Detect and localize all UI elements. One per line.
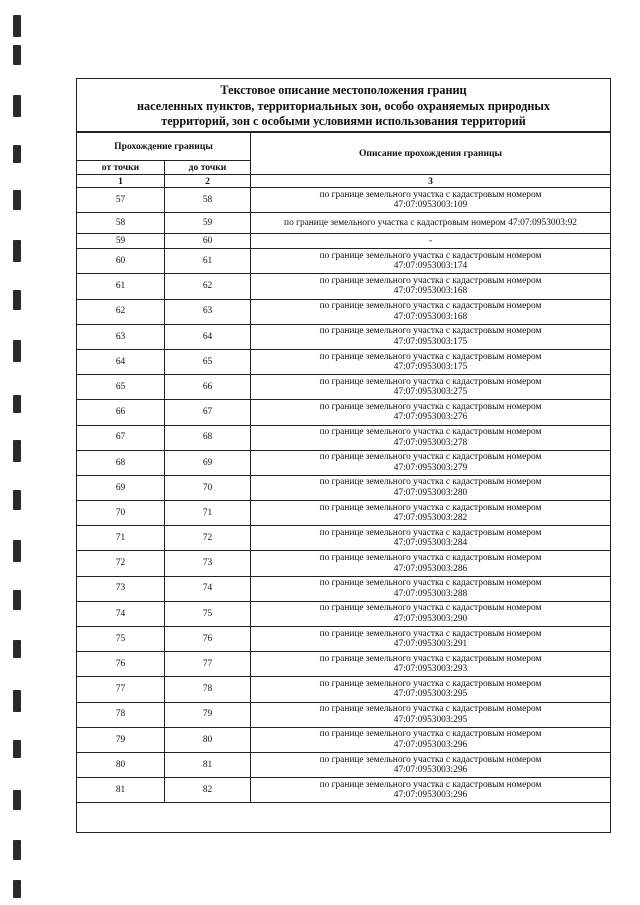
col-number-3: 3 [251,175,611,188]
to-point-cell: 75 [165,601,251,626]
description-line-1: по границе земельного участка с кадастровым номером [319,628,542,639]
document-frame [76,78,611,833]
description-cell [251,752,611,777]
description-line-1: по границе земельного участка с кадастровым номером [319,189,542,200]
to-point-cell: 60 [165,234,251,249]
description-line-1: по границе земельного участка с кадастровым номером [319,401,542,412]
description-cell [251,425,611,450]
table-row [77,274,611,299]
col-number-1: 1 [77,175,165,188]
description-cell [251,249,611,274]
from-point-cell: 72 [77,551,165,576]
from-point-cell: 58 [77,213,165,234]
header-boundary-passage: Прохождение границы [77,133,251,161]
description-cell [251,349,611,374]
description-line-1: по границе земельного участка с кадастровым номером [319,578,542,589]
table-row [77,501,611,526]
description-cell [251,702,611,727]
description-line-1: по границе земельного участка с кадастровым номером [319,553,542,564]
cadastral-number: 47:07:0953003:175 [393,362,468,373]
cadastral-number: 47:07:0953003:278 [393,437,468,448]
binder-hole [13,490,21,510]
table-row [77,627,611,652]
to-point-cell: 81 [165,752,251,777]
cadastral-number: 47:07:0953003:296 [393,739,468,750]
cadastral-number: 47:07:0953003:279 [393,462,468,473]
to-point-cell: 73 [165,551,251,576]
table-body [77,188,611,803]
cadastral-number: 47:07:0953003:295 [393,689,468,700]
description-cell [251,627,611,652]
binder-hole [13,740,21,758]
table-row [77,324,611,349]
description-line-1: по границе земельного участка с кадастровым номером [319,452,542,463]
from-point-cell: 59 [77,234,165,249]
from-point-cell: 68 [77,450,165,475]
from-point-cell: 65 [77,375,165,400]
to-point-cell: 62 [165,274,251,299]
table-row [77,576,611,601]
binder-hole [13,880,21,898]
cadastral-number: 47:07:0953003:282 [393,513,468,524]
to-point-cell: 72 [165,526,251,551]
description-cell [251,299,611,324]
from-point-cell: 75 [77,627,165,652]
from-point-cell: 62 [77,299,165,324]
description-cell [251,526,611,551]
title-line-2: населенных пунктов, территориальных зон, особо охраняемых природных [137,98,550,113]
from-point-cell: 73 [77,576,165,601]
description-line-1: по границе земельного участка с кадастровым номером [319,678,542,689]
description-cell [251,450,611,475]
to-point-cell: 74 [165,576,251,601]
description-cell [251,601,611,626]
from-point-cell: 78 [77,702,165,727]
description-line-1: по границе земельного участка с кадастровым номером [319,527,542,538]
description-cell [251,213,611,234]
description-line-1: по границе земельного участка с кадастровым номером [319,301,542,312]
description-line-1: по границе земельного участка с кадастровым номером [319,250,542,261]
from-point-cell: 77 [77,677,165,702]
description-line-1: по границе земельного участка с кадастровым номером [319,326,542,337]
from-point-cell: 79 [77,727,165,752]
binder-hole [13,540,21,562]
binder-hole [13,395,21,413]
cadastral-number: 47:07:0953003:296 [393,790,468,801]
table-row [77,601,611,626]
from-point-cell: 66 [77,400,165,425]
binder-hole [13,45,21,65]
table-row [77,727,611,752]
cadastral-number: 47:07:0953003:284 [393,538,468,549]
to-point-cell: 65 [165,349,251,374]
to-point-cell: 64 [165,324,251,349]
col-number-2: 2 [165,175,251,188]
description-cell [251,727,611,752]
from-point-cell: 69 [77,475,165,500]
header-description: Описание прохождения границы [251,133,611,175]
to-point-cell: 66 [165,375,251,400]
binder-hole [13,590,21,610]
binder-hole [13,190,21,210]
table-row [77,234,611,249]
table-row [77,249,611,274]
from-point-cell: 57 [77,188,165,213]
cadastral-number: 47:07:0953003:175 [393,336,468,347]
cadastral-number: 47:07:0953003:293 [393,664,468,675]
header-from-point: от точки [77,161,165,175]
to-point-cell: 68 [165,425,251,450]
description-cell [251,375,611,400]
to-point-cell: 63 [165,299,251,324]
description-line-1: по границе земельного участка с кадастровым номером [319,729,542,740]
from-point-cell: 61 [77,274,165,299]
from-point-cell: 71 [77,526,165,551]
from-point-cell: 76 [77,652,165,677]
description-cell [251,274,611,299]
description-line-1: по границе земельного участка с кадастровым номером [319,653,542,664]
cadastral-number: 47:07:0953003:288 [393,588,468,599]
description-cell [251,551,611,576]
binder-hole [13,340,21,362]
cadastral-number: 47:07:0953003:276 [393,412,468,423]
description-cell [251,188,611,213]
description-cell [251,576,611,601]
to-point-cell: 58 [165,188,251,213]
cadastral-number: 47:07:0953003:296 [393,765,468,776]
to-point-cell: 70 [165,475,251,500]
table-row [77,752,611,777]
cadastral-number: 47:07:0953003:286 [393,563,468,574]
description-cell [251,677,611,702]
cadastral-number: 47:07:0953003:168 [393,311,468,322]
from-point-cell: 74 [77,601,165,626]
binder-hole [13,290,21,310]
from-point-cell: 80 [77,752,165,777]
description-cell [251,501,611,526]
table-row [77,425,611,450]
title-line-3: территорий, зон с особыми условиями использования территорий [161,114,526,129]
table-row [77,652,611,677]
to-point-cell: 80 [165,727,251,752]
to-point-cell: 78 [165,677,251,702]
title-line-1: Текстовое описание местоположения границ [220,83,467,97]
description-line-1: по границе земельного участка с кадастровым номером [319,779,542,790]
description-line-1: по границе земельного участка с кадастровым номером [319,754,542,765]
binder-hole [13,440,21,462]
table-row [77,349,611,374]
table-row [77,400,611,425]
to-point-cell: 61 [165,249,251,274]
cadastral-number: 47:07:0953003:174 [393,261,468,272]
table-row [77,551,611,576]
description-line-1: по границе земельного участка с кадастровым номером [319,704,542,715]
binder-hole [13,240,21,262]
table-row [77,677,611,702]
cadastral-number: 47:07:0953003:109 [393,200,468,211]
from-point-cell: 67 [77,425,165,450]
description-cell [251,778,611,803]
boundary-table [76,132,611,803]
description-line-1: по границе земельного участка с кадастровым номером [319,376,542,387]
description-line-1: по границе земельного участка с кадастровым номером [319,477,542,488]
table-row [77,375,611,400]
description-line-1: по границе земельного участка с кадастровым номером [319,603,542,614]
binder-hole [13,640,21,658]
from-point-cell: 64 [77,349,165,374]
description-cell [251,475,611,500]
binder-hole [13,15,21,37]
table-row [77,213,611,234]
cadastral-number: 47:07:0953003:291 [393,639,468,650]
from-point-cell: 70 [77,501,165,526]
binder-hole [13,145,21,163]
table-row [77,188,611,213]
description-cell [251,652,611,677]
description-line-1: по границе земельного участка с кадастровым номером [319,275,542,286]
description-line-1: по границе земельного участка с кадастровым номером [319,351,542,362]
table-row [77,450,611,475]
description-line-1: - [428,235,433,246]
to-point-cell: 59 [165,213,251,234]
description-cell [251,324,611,349]
table-row [77,526,611,551]
description-line-1: по границе земельного участка с кадастровым номером 47:07:0953003:92 [284,217,577,228]
cadastral-number: 47:07:0953003:280 [393,487,468,498]
binder-hole [13,690,21,712]
description-line-1: по границе земельного участка с кадастровым номером [319,502,542,513]
binder-hole [13,840,21,860]
table-row [77,702,611,727]
to-point-cell: 82 [165,778,251,803]
header-to-point: до точки [165,161,251,175]
to-point-cell: 77 [165,652,251,677]
description-line-1: по границе земельного участка с кадастровым номером [319,427,542,438]
from-point-cell: 60 [77,249,165,274]
table-row [77,299,611,324]
to-point-cell: 71 [165,501,251,526]
cadastral-number: 47:07:0953003:275 [393,387,468,398]
to-point-cell: 79 [165,702,251,727]
description-cell [251,234,611,249]
cadastral-number: 47:07:0953003:290 [393,613,468,624]
binder-hole [13,95,21,117]
table-row [77,475,611,500]
document-title [77,79,610,132]
from-point-cell: 63 [77,324,165,349]
to-point-cell: 69 [165,450,251,475]
from-point-cell: 81 [77,778,165,803]
description-cell [251,400,611,425]
binder-hole [13,790,21,810]
to-point-cell: 76 [165,627,251,652]
cadastral-number: 47:07:0953003:295 [393,714,468,725]
to-point-cell: 67 [165,400,251,425]
table-row [77,778,611,803]
cadastral-number: 47:07:0953003:168 [393,286,468,297]
